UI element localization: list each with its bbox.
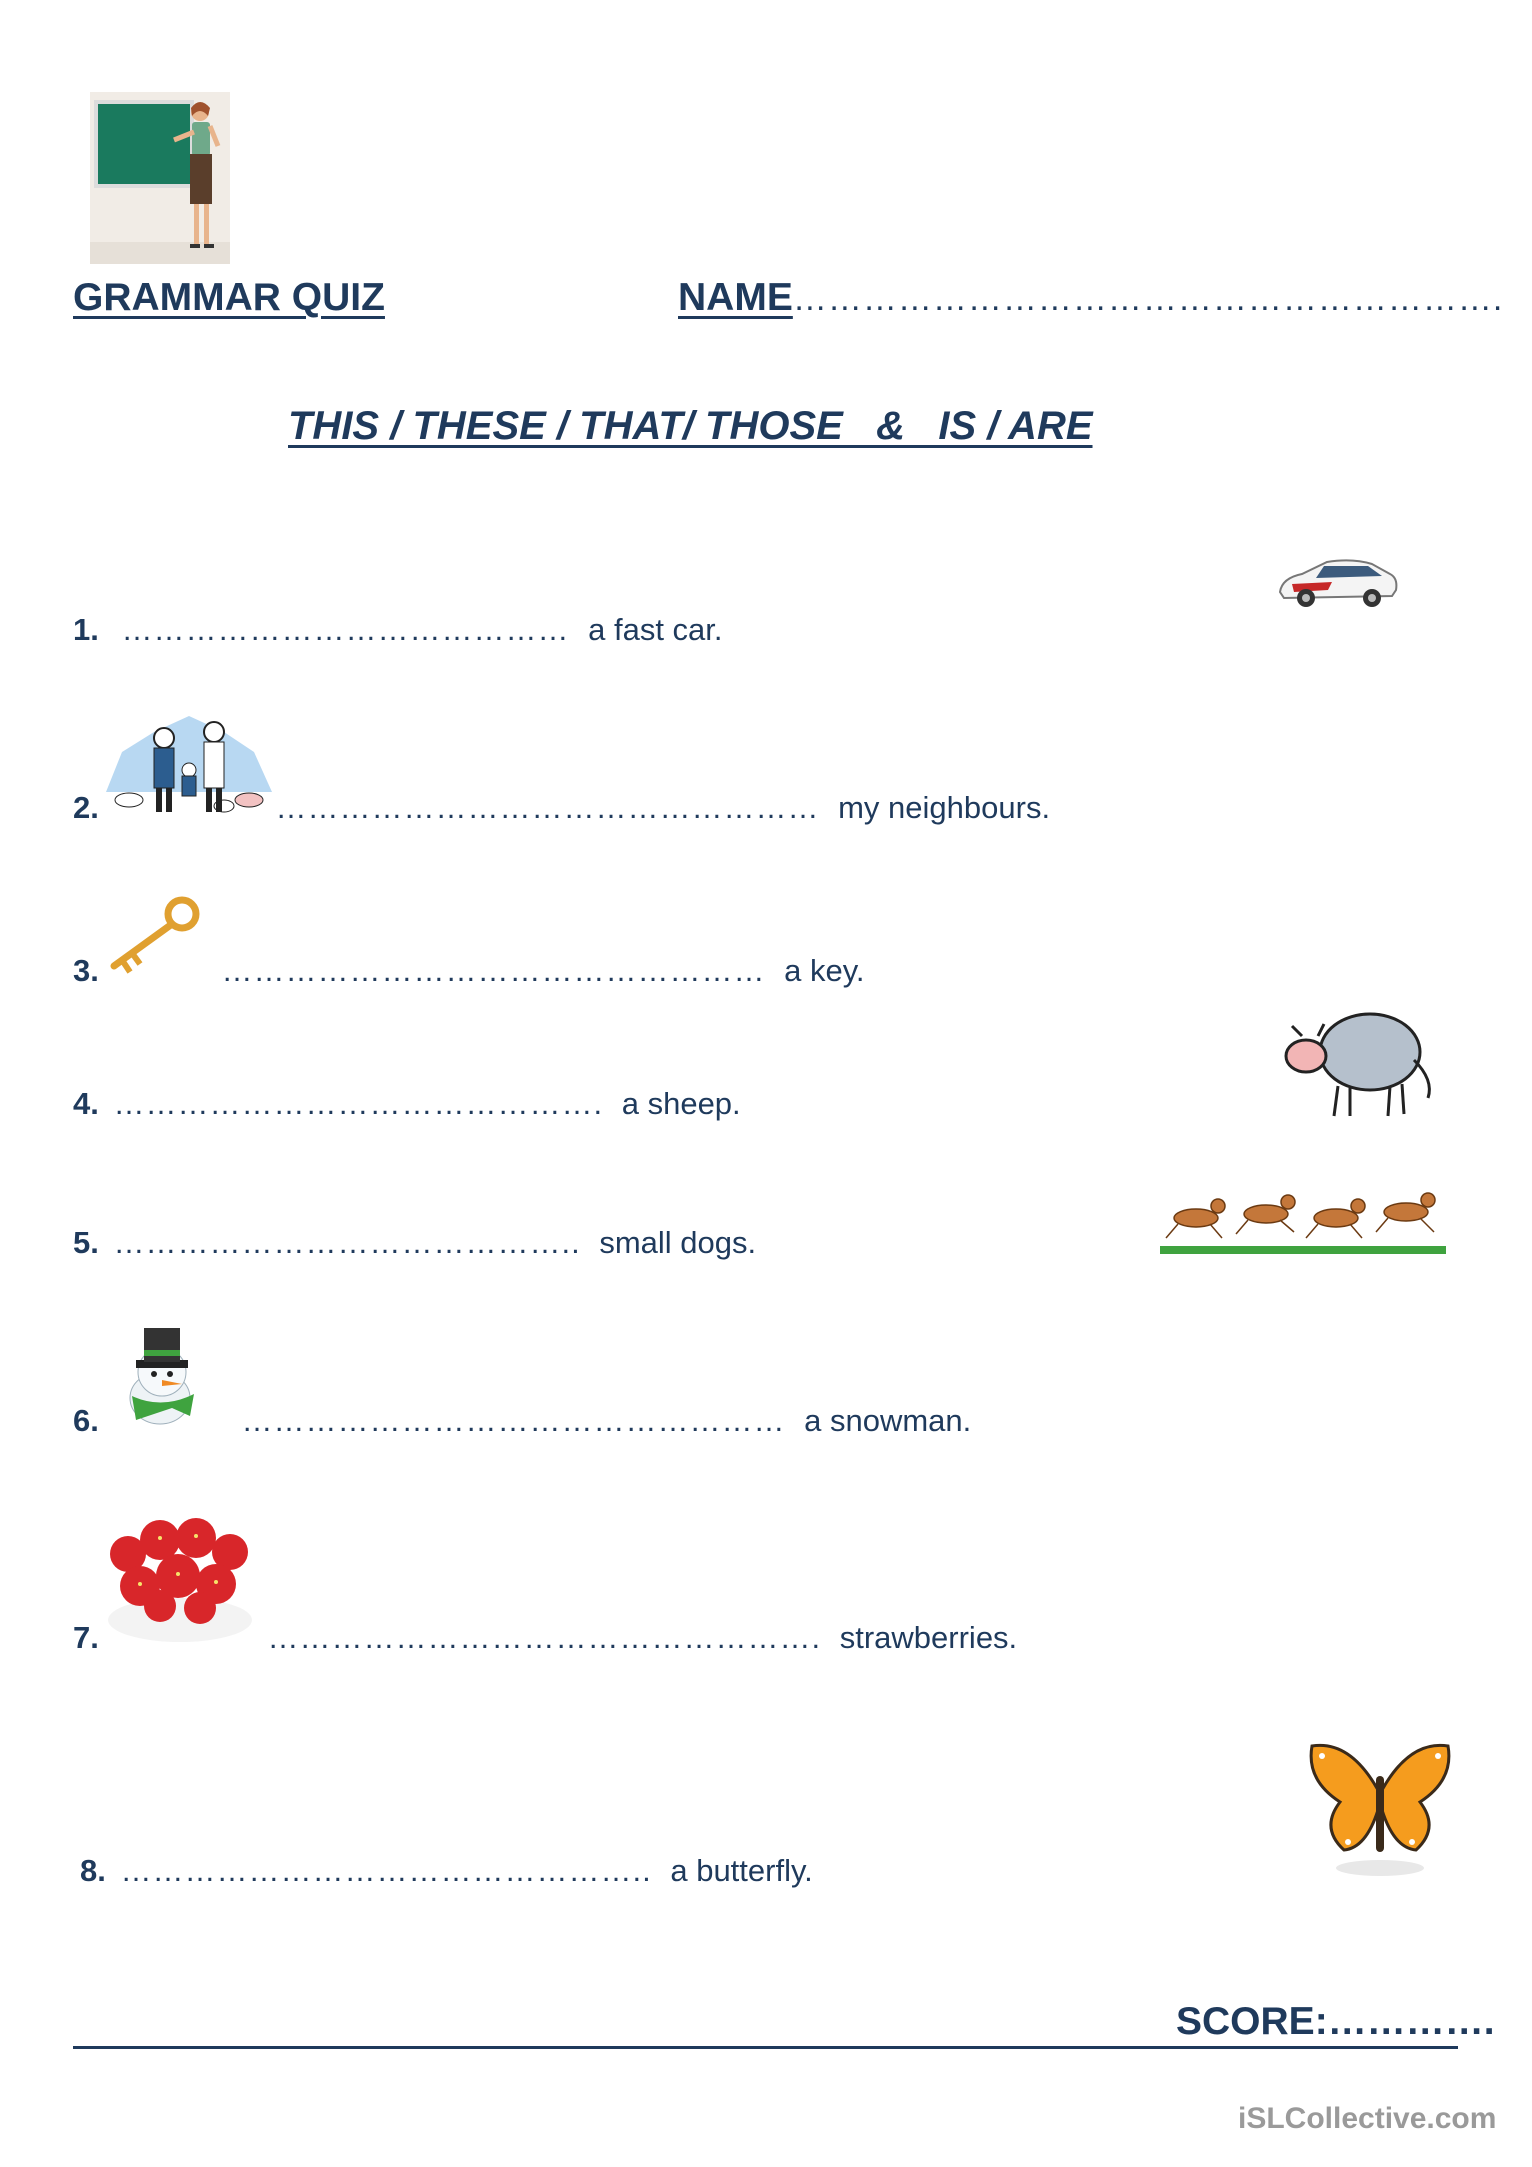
answer-blank[interactable]: ……………………………………………: [241, 1403, 786, 1438]
question-text: a key.: [784, 953, 865, 988]
sheep-icon: [1278, 1000, 1444, 1120]
answer-blank[interactable]: …………………………………………..: [120, 1853, 652, 1888]
score-label: SCORE:: [1176, 2000, 1328, 2043]
question-2: [73, 790, 1050, 826]
question-number: 1.: [73, 612, 99, 647]
question-number: 8.: [80, 1853, 106, 1888]
answer-blank[interactable]: ……………………………………………: [275, 790, 820, 825]
name-label: NAME: [678, 276, 793, 319]
answer-blank[interactable]: ……………………………………….: [113, 1086, 604, 1121]
answer-blank[interactable]: ……………………………………..: [113, 1225, 581, 1260]
question-number: 7.: [73, 1620, 99, 1655]
question-4: [73, 1086, 741, 1122]
question-number: 4.: [73, 1086, 99, 1121]
name-field[interactable]: [678, 276, 1503, 320]
question-text: a fast car.: [588, 612, 723, 647]
score-field[interactable]: [1176, 2000, 1495, 2044]
question-text: a sheep.: [621, 1086, 741, 1121]
question-number: 3.: [73, 953, 99, 988]
question-text: small dogs.: [599, 1225, 757, 1260]
question-6: [73, 1403, 971, 1439]
watermark: iSLCollective.com: [1238, 2102, 1497, 2135]
footer-rule: [73, 2046, 1458, 2049]
question-number: 6.: [73, 1403, 99, 1438]
car-icon: [1272, 552, 1402, 612]
dogs-icon: [1160, 1180, 1446, 1260]
question-text: my neighbours.: [838, 790, 1051, 825]
score-dots: ………….: [1327, 2000, 1495, 2043]
question-text: strawberries.: [839, 1620, 1018, 1655]
answer-blank[interactable]: ……………………………………………: [221, 953, 766, 988]
question-text: a butterfly.: [670, 1853, 813, 1888]
question-number: 2.: [73, 790, 99, 825]
question-5: [73, 1225, 756, 1261]
question-7: [73, 1620, 1017, 1656]
name-dots: …………………………………………………….: [792, 280, 1504, 318]
teacher-icon: [90, 92, 230, 264]
question-number: 5.: [73, 1225, 99, 1260]
quiz-subtitle: THIS / THESE / THAT/ THOSE & IS / ARE: [288, 404, 1093, 448]
question-text: a snowman.: [804, 1403, 972, 1438]
answer-blank[interactable]: …………………………………………….: [267, 1620, 822, 1655]
question-8: [80, 1853, 813, 1889]
quiz-title: GRAMMAR QUIZ: [73, 276, 385, 319]
butterfly-icon: [1300, 1730, 1460, 1880]
question-3: [73, 953, 865, 989]
question-1: [73, 612, 723, 648]
answer-blank[interactable]: ……………………………………: [121, 612, 570, 647]
